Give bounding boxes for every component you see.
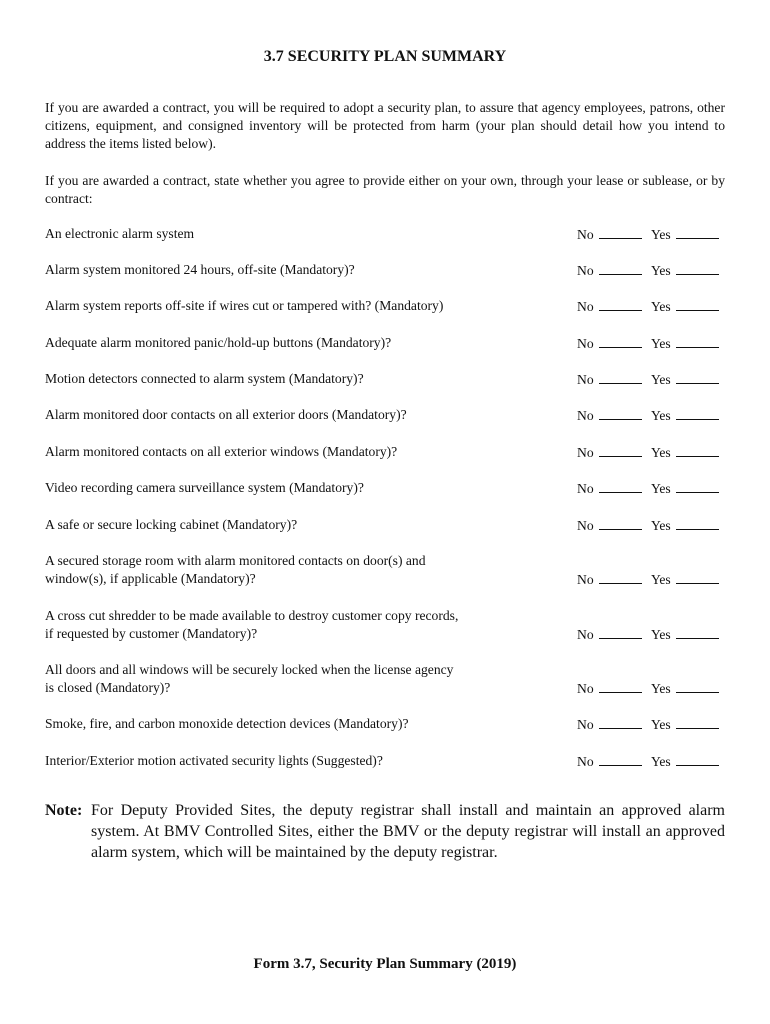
item-question-line: Smoke, fire, and carbon monoxide detection devices (Mandatory)? xyxy=(45,716,409,731)
yes-label: Yes xyxy=(650,481,671,496)
instruction-paragraph: If you are awarded a contract, state whether you agree to provide either on your own, through your lease or sublease, or by contract: xyxy=(45,173,725,206)
yes-label: Yes xyxy=(650,227,671,242)
yes-blank[interactable] xyxy=(676,625,719,639)
item-question-line: All doors and all windows will be securely locked when the license agency xyxy=(45,662,454,677)
no-blank[interactable] xyxy=(599,225,642,239)
yes-blank[interactable] xyxy=(676,225,719,239)
item-answer xyxy=(577,752,719,771)
yes-blank[interactable] xyxy=(676,370,719,384)
yes-label: Yes xyxy=(650,445,671,460)
item-question xyxy=(45,479,545,497)
form-footer: Form 3.7, Security Plan Summary (2019) xyxy=(253,956,517,972)
no-blank[interactable] xyxy=(599,679,642,693)
note-label: Note: xyxy=(45,802,83,819)
no-blank[interactable] xyxy=(599,570,642,584)
no-blank[interactable] xyxy=(599,370,642,384)
item-answer xyxy=(577,516,719,535)
no-blank[interactable] xyxy=(599,261,642,275)
item-question xyxy=(45,715,545,733)
item-answer xyxy=(577,443,719,462)
no-label: No xyxy=(577,717,594,732)
item-question-line: Motion detectors connected to alarm system (Mandatory)? xyxy=(45,371,364,386)
item-answer xyxy=(577,570,719,589)
no-label: No xyxy=(577,572,594,587)
item-question xyxy=(45,225,545,243)
item-answer xyxy=(577,225,719,244)
item-question-line: An electronic alarm system xyxy=(45,226,195,241)
yes-label: Yes xyxy=(650,754,671,769)
note-text: For Deputy Provided Sites, the deputy registrar shall install and maintain an approved alarm system. At BMV Controlled Sites, either the BMV or the deputy registrar will install an approved alarm system, which will be maintained by the deputy registrar. xyxy=(91,802,725,861)
no-label: No xyxy=(577,681,594,696)
no-label: No xyxy=(577,408,594,423)
no-label: No xyxy=(577,445,594,460)
no-label: No xyxy=(577,518,594,533)
note-block xyxy=(45,800,725,863)
yes-blank[interactable] xyxy=(676,752,719,766)
item-question xyxy=(45,406,545,424)
no-blank[interactable] xyxy=(599,443,642,457)
no-label: No xyxy=(577,754,594,769)
yes-blank[interactable] xyxy=(676,715,719,729)
no-blank[interactable] xyxy=(599,406,642,420)
no-label: No xyxy=(577,481,594,496)
yes-label: Yes xyxy=(650,627,671,642)
item-question-line: A secured storage room with alarm monitored contacts on door(s) and xyxy=(45,553,426,568)
item-question-line: A safe or secure locking cabinet (Mandatory)? xyxy=(45,517,298,532)
no-blank[interactable] xyxy=(599,752,642,766)
item-answer xyxy=(577,261,719,280)
no-label: No xyxy=(577,336,594,351)
item-question-line: is closed (Mandatory)? xyxy=(45,680,171,695)
item-answer xyxy=(577,715,719,734)
item-question xyxy=(45,370,545,388)
item-question-line: Adequate alarm monitored panic/hold-up buttons (Mandatory)? xyxy=(45,335,392,350)
item-question xyxy=(45,607,545,643)
yes-label: Yes xyxy=(650,717,671,732)
item-question xyxy=(45,661,545,697)
item-question xyxy=(45,261,545,279)
item-question xyxy=(45,752,545,770)
item-answer xyxy=(577,479,719,498)
yes-label: Yes xyxy=(650,372,671,387)
no-blank[interactable] xyxy=(599,479,642,493)
item-answer xyxy=(577,679,719,698)
yes-blank[interactable] xyxy=(676,334,719,348)
item-answer xyxy=(577,406,719,425)
yes-label: Yes xyxy=(650,518,671,533)
no-blank[interactable] xyxy=(599,715,642,729)
no-label: No xyxy=(577,227,594,242)
no-blank[interactable] xyxy=(599,297,642,311)
yes-label: Yes xyxy=(650,336,671,351)
item-question-line: Alarm system reports off-site if wires cut or tampered with? (Mandatory) xyxy=(45,298,444,313)
no-label: No xyxy=(577,299,594,314)
yes-label: Yes xyxy=(650,263,671,278)
yes-blank[interactable] xyxy=(676,479,719,493)
yes-label: Yes xyxy=(650,681,671,696)
yes-label: Yes xyxy=(650,408,671,423)
item-question-line: Alarm monitored door contacts on all exterior doors (Mandatory)? xyxy=(45,407,407,422)
item-question-line: Alarm system monitored 24 hours, off-site (Mandatory)? xyxy=(45,262,355,277)
item-question xyxy=(45,334,545,352)
no-blank[interactable] xyxy=(599,334,642,348)
item-question-line: window(s), if applicable (Mandatory)? xyxy=(45,571,256,586)
yes-blank[interactable] xyxy=(676,570,719,584)
no-blank[interactable] xyxy=(599,516,642,530)
no-label: No xyxy=(577,372,594,387)
item-answer xyxy=(577,297,719,316)
yes-blank[interactable] xyxy=(676,443,719,457)
item-question-line: Alarm monitored contacts on all exterior windows (Mandatory)? xyxy=(45,444,398,459)
item-answer xyxy=(577,370,719,389)
item-question xyxy=(45,552,545,588)
yes-blank[interactable] xyxy=(676,679,719,693)
no-blank[interactable] xyxy=(599,625,642,639)
no-label: No xyxy=(577,263,594,278)
item-question-line: if requested by customer (Mandatory)? xyxy=(45,626,258,641)
yes-label: Yes xyxy=(650,299,671,314)
item-question-line: Interior/Exterior motion activated security lights (Suggested)? xyxy=(45,753,383,768)
item-question xyxy=(45,516,545,534)
item-answer xyxy=(577,625,719,644)
yes-blank[interactable] xyxy=(676,261,719,275)
item-question xyxy=(45,297,545,315)
item-question xyxy=(45,443,545,461)
yes-blank[interactable] xyxy=(676,406,719,420)
yes-blank[interactable] xyxy=(676,516,719,530)
page-title: 3.7 SECURITY PLAN SUMMARY xyxy=(263,48,507,65)
item-question-line: A cross cut shredder to be made available to destroy customer copy records, xyxy=(45,608,459,623)
yes-blank[interactable] xyxy=(676,297,719,311)
no-label: No xyxy=(577,627,594,642)
intro-paragraph: If you are awarded a contract, you will be required to adopt a security plan, to assure that agency employees, patrons, other citizens, equipment, and consigned inventory will be protected from harm (your plan should detail how you intend to address the items listed below). xyxy=(45,100,725,151)
item-answer xyxy=(577,334,719,353)
yes-label: Yes xyxy=(650,572,671,587)
item-question-line: Video recording camera surveillance system (Mandatory)? xyxy=(45,480,364,495)
